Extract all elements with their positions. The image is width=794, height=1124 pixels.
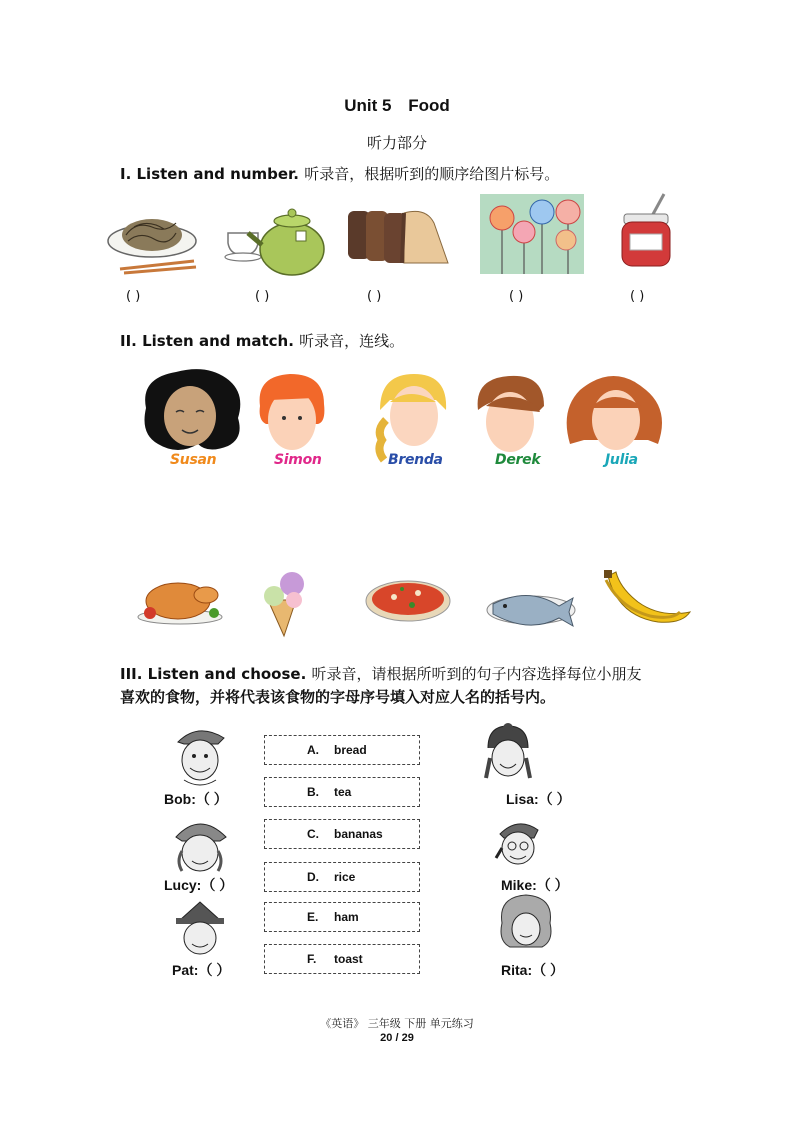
footer-page-number: 20 / 29 [380, 1032, 414, 1044]
section1-heading-cn: 听录音，根据听到的顺序给图片标号。 [304, 165, 560, 183]
option-word: ham [334, 910, 359, 924]
section2-heading-cn: 听录音，连线。 [299, 332, 405, 350]
number-paren-2[interactable]: ( ) [255, 289, 270, 304]
unit-topic: Food [408, 96, 450, 115]
footer-book-title: 《英语》 三年级 下册 单元练习 [320, 1017, 474, 1030]
section3-heading-line2 [120, 686, 555, 707]
kid-label-lucy[interactable]: Lucy:（ ） [164, 877, 234, 893]
lisa-portrait-icon [480, 724, 536, 784]
name-label-susan: Susan [170, 452, 217, 468]
bread-icon [344, 205, 454, 267]
bob-portrait-icon [172, 724, 228, 786]
option-word: bananas [334, 827, 383, 841]
section3-heading-cn-2: 喜欢的食物，并将代表该食物的字母序号填入对应人名的括号内。 [120, 688, 556, 706]
number-paren-1[interactable]: ( ) [126, 289, 141, 304]
number-paren-4[interactable]: ( ) [509, 289, 524, 304]
bananas-icon [602, 570, 694, 630]
option-box-e [264, 902, 420, 932]
unit-label: Unit 5 [344, 96, 392, 115]
page-title [0, 96, 794, 116]
mike-portrait-icon [490, 818, 546, 874]
jam-jar-icon [618, 194, 676, 270]
option-word: tea [334, 785, 352, 799]
ice-cream-icon [254, 570, 310, 636]
number-paren-3[interactable]: ( ) [367, 289, 382, 304]
name-label-simon: Simon [274, 452, 322, 468]
lollipops-icon [480, 194, 584, 274]
derek-face-icon [472, 374, 548, 454]
julia-face-icon [564, 374, 666, 454]
lucy-portrait-icon [172, 815, 228, 877]
section2-heading [120, 330, 404, 351]
roast-chicken-icon [134, 573, 228, 625]
kid-label-rita[interactable]: Rita:（ ） [501, 962, 564, 978]
noodles-icon [106, 205, 201, 277]
section2-heading-en: II. Listen and match. [120, 332, 294, 350]
section3-heading-cn-1: 听录音，请根据所听到的句子内容选择每位小朋友 [311, 665, 642, 683]
option-box-b [264, 777, 420, 807]
option-box-d [264, 862, 420, 892]
page-subtitle: 听力部分 [366, 134, 427, 152]
section1-heading [120, 163, 559, 184]
susan-face-icon [136, 368, 244, 452]
section3-heading-line1 [120, 663, 642, 684]
option-word: toast [334, 952, 363, 966]
name-label-brenda: Brenda [388, 452, 443, 468]
name-label-julia: Julia [605, 452, 638, 468]
option-letter: F. [307, 952, 317, 966]
option-box-f [264, 944, 420, 974]
number-paren-5[interactable]: ( ) [630, 289, 645, 304]
fish-icon [485, 586, 577, 626]
brenda-face-icon [370, 370, 450, 460]
kid-label-pat[interactable]: Pat:（ ） [172, 962, 231, 978]
option-letter: E. [307, 910, 319, 924]
option-letter: B. [307, 785, 319, 799]
simon-face-icon [254, 372, 328, 452]
option-word: rice [334, 870, 356, 884]
kid-label-bob[interactable]: Bob:（ ） [164, 791, 228, 807]
name-label-derek: Derek [495, 452, 541, 468]
rita-portrait-icon [498, 893, 554, 955]
option-box-c [264, 819, 420, 849]
section1-heading-en: I. Listen and number. [120, 165, 299, 183]
kid-label-lisa[interactable]: Lisa:（ ） [506, 791, 571, 807]
teapot-icon [220, 207, 330, 279]
pat-portrait-icon [172, 900, 228, 960]
option-box-a [264, 735, 420, 765]
option-word: bread [334, 743, 367, 757]
pizza-icon [364, 577, 452, 623]
option-letter: D. [307, 870, 319, 884]
section3-heading-en: III. Listen and choose. [120, 665, 307, 683]
kid-label-mike[interactable]: Mike:（ ） [501, 877, 569, 893]
option-letter: C. [307, 827, 319, 841]
option-letter: A. [307, 743, 319, 757]
